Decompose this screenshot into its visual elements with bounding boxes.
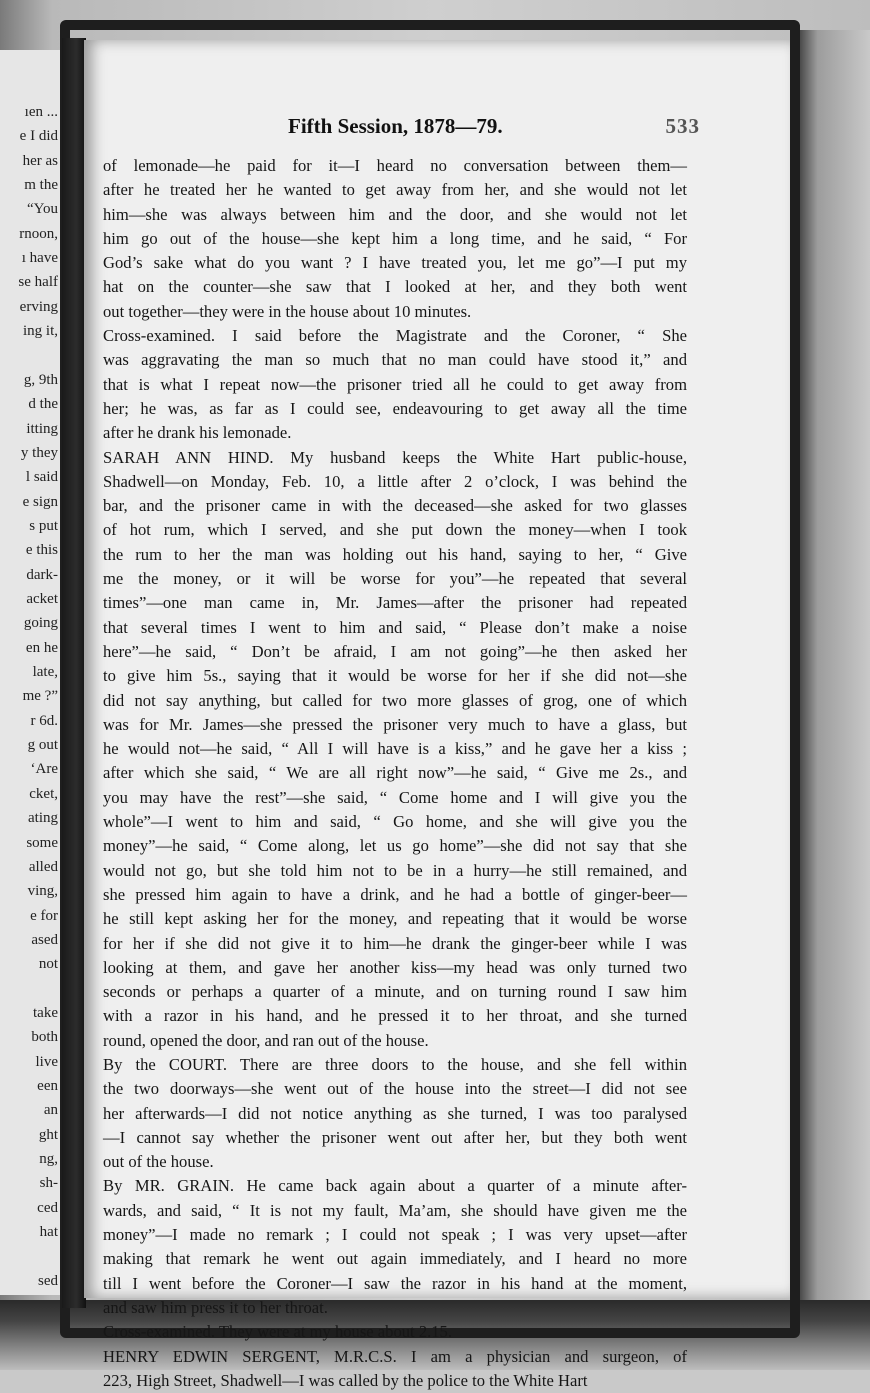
text-line: her afterwards—I did not notice anything as she turned, I was too paralysed <box>103 1103 687 1123</box>
left-page-fragment: m the <box>24 177 58 194</box>
left-page-fragment: ing it, <box>22 323 58 340</box>
text-line: money”—I made no remark ; I could not speak ; I was very upset—after <box>103 1225 687 1245</box>
text-line: he still kept asking her for the money, and repeating that it would be worse <box>103 909 687 929</box>
text-line: of lemonade—he paid for it—I heard no conversation between them— <box>103 156 687 175</box>
page-text <box>103 154 687 1393</box>
left-page-fragment: ng, <box>39 1151 58 1168</box>
left-page-fragment: “You <box>27 201 58 218</box>
page-header <box>180 114 700 144</box>
text-line: hat on the counter—she saw that I looked at her, and they both went <box>103 277 687 297</box>
left-page-fragment: her as <box>22 152 58 169</box>
text-line: whole”—I went to him and said, “ Go home, and she will give you the <box>103 812 687 832</box>
text-line: times”—one man came in, Mr. James—after the prisoner had repeated <box>103 593 687 613</box>
text-line: wards, and said, “ It is not my fault, Ma’am, she should have given me the <box>103 1200 687 1220</box>
text-line: after he treated her he wanted to get away from her, and she would not let <box>103 180 687 200</box>
text-line: looking at them, and gave her another kiss—my head was only turned two <box>103 957 687 977</box>
text-line: the two doorways—she went out of the house into the street—I did not see <box>103 1079 687 1099</box>
text-line: bar, and the prisoner came in with the deceased—she asked for two glasses <box>103 496 687 516</box>
text-line: was aggravating the man so much that no man could have stood it,” and <box>103 350 687 370</box>
left-page-fragment: an <box>43 1102 58 1119</box>
left-page <box>0 50 64 1295</box>
left-page-fragment: e for <box>30 907 58 924</box>
text-line: she pressed him again to have a drink, and he had a bottle of ginger-beer— <box>103 884 687 904</box>
text-line: making that remark he went out again immediately, and I heard no more <box>103 1249 687 1269</box>
left-page-fragment: g, 9th <box>23 371 58 388</box>
left-page-fragment: sed <box>38 1272 58 1289</box>
text-line: you may have the rest”—she said, “ Come home and I will give you the <box>103 787 687 807</box>
text-line: of hot rum, which I served, and she put down the money—when I took <box>103 520 687 540</box>
text-line: her; he was, as far as I could see, endeavouring to get away all the time <box>103 398 687 418</box>
text-line: after which she said, “ We are all right now”—he said, “ Give me 2s., and <box>103 763 687 783</box>
left-page-fragment: ı have <box>21 250 58 267</box>
left-page-fragment: ating <box>28 810 58 827</box>
text-line: round, opened the door, and ran out of the house. <box>103 1030 429 1050</box>
text-line: money”—he said, “ Come along, let us go home”—she did not say that she <box>103 836 687 856</box>
left-page-fragment: s put <box>29 517 58 534</box>
text-line: me the money, or it will be worse for you”—he repeated that several <box>103 569 687 589</box>
left-page-fragment: not <box>38 956 58 973</box>
left-page-fragment: r 6d. <box>30 712 58 729</box>
left-page-fragment: ıen ... <box>24 104 58 120</box>
left-page-fragment: both <box>31 1029 58 1046</box>
left-page-fragment: se half <box>18 274 58 291</box>
text-line: to give him 5s., saying that it would be worse for her if she did not—she <box>103 666 687 686</box>
text-line: By the COURT. There are three doors to the house, and she fell within <box>103 1054 687 1074</box>
left-page-fragment: rnoon, <box>19 225 58 242</box>
left-page-fragment: dark- <box>26 566 58 583</box>
text-line: God’s sake what do you want ? I have treated you, let me go”—I put my <box>103 253 687 273</box>
left-page-fragment: live <box>35 1053 58 1070</box>
text-line: till I went before the Coroner—I saw the razor in his hand at the moment, <box>103 1273 687 1293</box>
text-line: Cross-examined. I said before the Magistrate and the Coroner, “ She <box>103 326 687 346</box>
book-edge-right <box>795 30 870 1330</box>
left-page-fragment: take <box>33 1004 58 1021</box>
text-line: him go out of the house—she kept him a long time, and he said, “ For <box>103 228 687 248</box>
text-line: with a razor in his hand, and he pressed it to her throat, and she turned <box>103 1006 687 1026</box>
left-page-fragment: itting <box>26 420 58 437</box>
text-line: 223, High Street, Shadwell—I was called by the police to the White Hart <box>103 1370 588 1390</box>
page-number: 533 <box>665 114 700 138</box>
text-line: the rum to her the man was holding out his hand, saying to her, “ Give <box>103 544 687 564</box>
text-line: out together—they were in the house about 10 minutes. <box>103 301 472 321</box>
left-page-fragment: en he <box>25 639 58 656</box>
left-page-fragment: e sign <box>22 493 58 510</box>
left-page-fragment: g out <box>27 737 58 754</box>
left-page-fragment: d the <box>28 396 58 413</box>
text-line: SARAH ANN HIND. My husband keeps the White Hart public-house, <box>103 447 687 467</box>
left-page-fragment: l said <box>25 469 58 486</box>
text-line: he would not—he said, “ All I will have is a kiss,” and he gave her a kiss ; <box>103 739 687 759</box>
left-page-fragment: ving, <box>27 883 58 900</box>
left-page-fragment: some <box>26 834 58 851</box>
left-page-fragment: e I did <box>19 128 58 145</box>
text-line: here”—he said, “ Don’t be afraid, I am not going”—he then asked her <box>103 641 687 661</box>
text-line: —I cannot say whether the prisoner went out after her, but they both went <box>103 1127 687 1147</box>
text-line: By MR. GRAIN. He came back again about a quarter of a minute after- <box>103 1176 687 1196</box>
text-line: and saw him press it to her throat. <box>103 1297 328 1317</box>
text-line: him—she was always between him and the door, and she would not let <box>103 204 687 224</box>
text-line: that several times I went to him and said, “ Please don’t make a noise <box>103 617 687 637</box>
left-page-fragment: erving <box>19 298 58 315</box>
text-line: HENRY EDWIN SERGENT, M.R.C.S. I am a physician and surgeon, of <box>103 1346 687 1366</box>
text-line: was for Mr. James—she pressed the prisoner very much to have a glass, but <box>103 714 687 734</box>
left-page-fragment: cket, <box>29 785 58 802</box>
left-page-fragment: hat <box>39 1224 58 1241</box>
text-line: that is what I repeat now—the prisoner tried all he could to get away from <box>103 374 687 394</box>
text-line: seconds or perhaps a quarter of a minute, and on turning round I saw him <box>103 982 687 1002</box>
text-line: Cross-examined. They were at my house about 2.15. <box>103 1322 453 1342</box>
left-page-fragment: late, <box>32 664 58 681</box>
left-page-fragment: me ?” <box>22 688 58 705</box>
left-page-fragment: een <box>37 1078 58 1094</box>
left-page-fragment: ased <box>31 931 58 948</box>
text-line: after he drank his lemonade. <box>103 423 292 443</box>
left-page-fragment: acket <box>26 591 58 607</box>
text-line: did not say anything, but called for two more glasses of grog, one of which <box>103 690 687 710</box>
text-line: out of the house. <box>103 1152 214 1172</box>
text-line: would not go, but she told him not to be in a hurry—he still remained, and <box>103 860 687 880</box>
left-page-fragment: y they <box>20 444 58 461</box>
text-line: Shadwell—on Monday, Feb. 10, a little after 2 o’clock, I was behind the <box>103 471 687 491</box>
left-page-fragment: sh- <box>39 1175 58 1192</box>
left-page-fragment: ght <box>38 1126 58 1143</box>
left-page-fragment: e this <box>25 542 58 559</box>
left-page-fragment: going <box>23 615 58 632</box>
text-line: for her if she did not give it to him—he drank the ginger-beer while I was <box>103 933 687 953</box>
left-page-fragment: alled <box>28 858 58 875</box>
left-page-fragment: ced <box>37 1199 58 1216</box>
left-page-fragment: ‘Are <box>30 761 58 778</box>
book-gutter <box>62 38 86 1308</box>
running-title: Fifth Session, 1878—79. <box>288 114 503 138</box>
